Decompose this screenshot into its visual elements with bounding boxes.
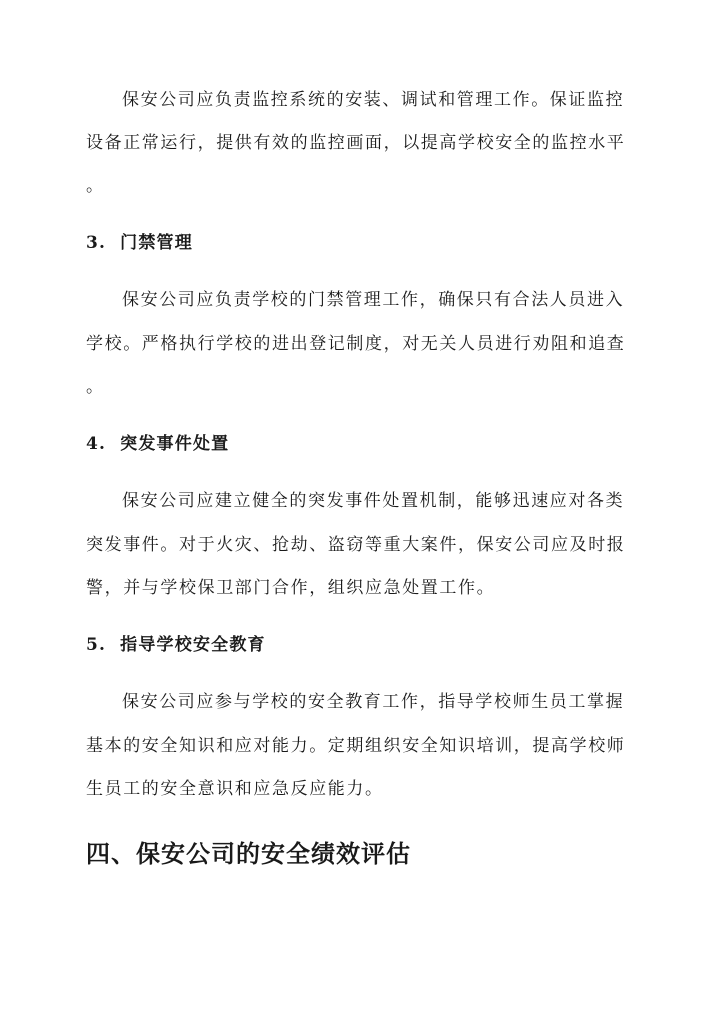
paragraph-1-line-2: 设备正常运行，提供有效的监控画面，以提高学校安全的监控水平 [86, 133, 626, 153]
heading-5 [86, 633, 266, 657]
heading-3-title: 门禁管理 [120, 233, 193, 253]
section-4-title: 四、保安公司的安全绩效评估 [86, 839, 411, 868]
paragraph-3-line-2: 突发事件。对于火灾、抢劫、盗窃等重大案件，保安公司应及时报 [86, 535, 626, 555]
paragraph-3-line-1: 保安公司应建立健全的突发事件处置机制，能够迅速应对各类 [122, 491, 625, 511]
paragraph-4-line-2: 基本的安全知识和应对能力。定期组织安全知识培训，提高学校师 [86, 736, 626, 756]
paragraph-3-line-3: 警，并与学校保卫部门合作，组织应急处置工作。 [86, 578, 496, 598]
heading-3-number: 3. [86, 233, 107, 253]
paragraph-2-line-2: 学校。严格执行学校的进出登记制度，对无关人员进行劝阻和追查 [86, 334, 626, 354]
paragraph-4-line-3: 生员工的安全意识和应急反应能力。 [86, 779, 384, 799]
paragraph-1-line-3: 。 [86, 176, 105, 196]
paragraph-2-line-3: 。 [86, 377, 105, 397]
heading-5-title: 指导学校安全教育 [120, 635, 266, 655]
paragraph-2-line-1: 保安公司应负责学校的门禁管理工作，确保只有合法人员进入 [122, 290, 625, 310]
paragraph-4-line-1: 保安公司应参与学校的安全教育工作，指导学校师生员工掌握 [122, 692, 625, 712]
heading-3 [86, 231, 193, 255]
heading-4-number: 4. [86, 434, 107, 454]
paragraph-1-line-1: 保安公司应负责监控系统的安装、调试和管理工作。保证监控 [122, 90, 625, 110]
heading-4 [86, 432, 229, 456]
heading-4-title: 突发事件处置 [120, 434, 230, 454]
heading-5-number: 5. [86, 635, 107, 655]
